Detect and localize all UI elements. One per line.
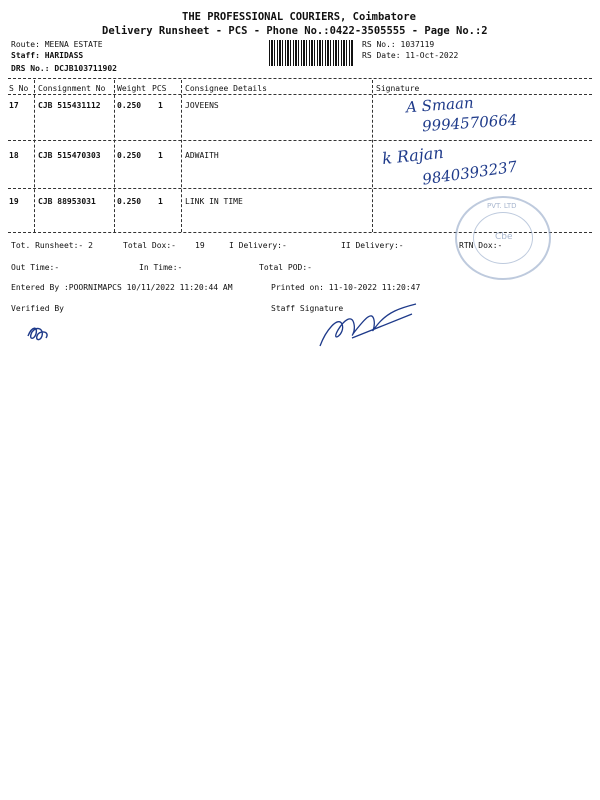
row-pcs: 1 (158, 151, 163, 160)
total-runsheet: Tot. Runsheet:- 2 (11, 241, 93, 250)
col-divider (181, 80, 182, 232)
verified-by: Verified By (11, 304, 64, 313)
col-sno: S No (9, 84, 29, 93)
row-divider (8, 140, 592, 141)
drs-number: DRS No.: DCJB103711902 (11, 64, 117, 73)
rs-number: RS No.: 1037119 (362, 40, 435, 49)
col-consignee: Consignee Details (185, 84, 267, 93)
i-delivery: I Delivery:- (229, 241, 287, 250)
row-sno: 17 (9, 101, 19, 110)
ii-delivery: II Delivery:- (341, 241, 404, 250)
recipient-phone: 9840393237 (421, 157, 519, 189)
barcode (269, 40, 353, 66)
company-stamp (455, 196, 551, 280)
printed-on: Printed on: 11-10-2022 11:20:47 (271, 283, 421, 292)
rs-date: RS Date: 11-Oct-2022 (362, 51, 459, 60)
document-title: THE PROFESSIONAL COURIERS, Coimbatore (182, 11, 416, 23)
row-consignment: CJB 515470303 (38, 151, 101, 160)
recipient-signature: k Rajan (381, 142, 445, 169)
row-consignee: LINK IN TIME (185, 197, 243, 206)
route-label: Route: MEENA ESTATE (11, 40, 103, 49)
staff-signature-label: Staff Signature (271, 304, 344, 313)
row-divider (8, 188, 592, 189)
col-weight: Weight (117, 84, 146, 93)
stamp-center-text: Cbe (495, 232, 513, 242)
stamp-text: PVT. LTD (487, 202, 517, 210)
col-divider (114, 80, 115, 232)
row-consignee: ADWAITH (185, 151, 219, 160)
entered-by: Entered By :POORNIMAPCS 10/11/2022 11:20:44 AM (11, 283, 233, 292)
out-time: Out Time:- (11, 263, 60, 272)
total-pod: Total POD:- (259, 263, 312, 272)
row-weight: 0.250 (117, 197, 142, 206)
row-weight: 0.250 (117, 151, 142, 160)
document-subtitle: Delivery Runsheet - PCS - Phone No.:0422-3505555 - Page No.:2 (102, 25, 488, 37)
verifier-initials (24, 322, 54, 344)
table-header-rule (8, 94, 592, 95)
in-time: In Time:- (139, 263, 183, 272)
row-consignee: JOVEENS (185, 101, 219, 110)
row-pcs: 1 (158, 197, 163, 206)
table-top-rule (8, 78, 592, 79)
recipient-phone: 9994570664 (421, 110, 518, 136)
row-consignment: CJB 88953031 (38, 197, 96, 206)
row-consignment: CJB 515431112 (38, 101, 101, 110)
col-consignment: Consignment No (38, 84, 106, 93)
row-pcs: 1 (158, 101, 163, 110)
col-divider (372, 80, 373, 232)
row-weight: 0.250 (117, 101, 142, 110)
staff-signature-scribble (312, 300, 422, 352)
row-sno: 18 (9, 151, 19, 160)
recipient-signature: A Smaan (405, 93, 475, 117)
col-pcs: PCS (152, 84, 167, 93)
staff-label: Staff: HARIDASS (11, 51, 84, 60)
col-signature: Signature (376, 84, 420, 93)
total-dox-value: 19 (195, 241, 205, 250)
total-dox-label: Total Dox:- (123, 241, 176, 250)
rtn-dox: RTN Dox:- (459, 241, 503, 250)
row-sno: 19 (9, 197, 19, 206)
col-divider (34, 80, 35, 232)
